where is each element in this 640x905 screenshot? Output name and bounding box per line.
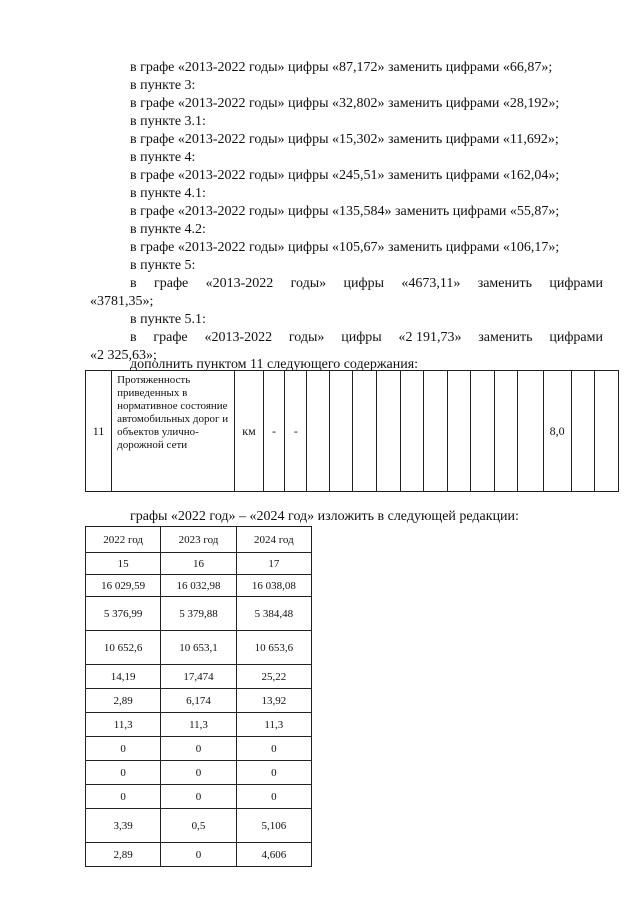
table-cell: 16 038,08 bbox=[236, 575, 311, 597]
word: годы» bbox=[290, 276, 327, 291]
word: цифры bbox=[341, 330, 382, 345]
word: графе bbox=[153, 276, 189, 291]
table-header-row bbox=[86, 527, 312, 553]
empty-cell bbox=[518, 371, 543, 492]
continuation-line: «2 325,63»; bbox=[90, 348, 157, 363]
amend-line: в пункте 5.1: bbox=[130, 312, 206, 327]
word: цифры bbox=[343, 276, 384, 291]
row-dash: - bbox=[285, 371, 307, 492]
table-cell: 5,106 bbox=[236, 809, 311, 843]
table-cell: 16 029,59 bbox=[86, 575, 161, 597]
amend-line: в графе «2013-2022 годы» цифры «135,584» заменить цифрами «55,87»; bbox=[130, 204, 560, 219]
table-cell: 2,89 bbox=[86, 843, 161, 867]
table-cell: 17,474 bbox=[161, 665, 236, 689]
table-cell: 0 bbox=[161, 737, 236, 761]
amend-line: в пункте 3.1: bbox=[130, 114, 206, 129]
empty-cell bbox=[376, 371, 400, 492]
table-cell: 0 bbox=[236, 737, 311, 761]
table-cell: 0 bbox=[161, 761, 236, 785]
column-header: 2022 год bbox=[86, 527, 161, 553]
amend-line: в графе «2013-2022 годы» цифры «15,302» заменить цифрами «11,692»; bbox=[130, 132, 559, 147]
years-table bbox=[85, 526, 312, 867]
table-cell: 25,22 bbox=[236, 665, 311, 689]
word: «2013-2022 bbox=[205, 276, 274, 291]
table-row bbox=[86, 553, 312, 575]
word: в bbox=[130, 276, 137, 291]
table-row bbox=[86, 761, 312, 785]
table-cell: 5 376,99 bbox=[86, 597, 161, 631]
row-dash: - bbox=[263, 371, 285, 492]
row-number: 11 bbox=[86, 371, 112, 492]
empty-cell bbox=[447, 371, 471, 492]
row-value: 8,0 bbox=[543, 371, 571, 492]
table-cell: 17 bbox=[236, 553, 311, 575]
table-cell: 15 bbox=[86, 553, 161, 575]
table-cell: 11,3 bbox=[161, 713, 236, 737]
word: цифрами bbox=[549, 276, 603, 291]
empty-cell bbox=[494, 371, 518, 492]
word: заменить bbox=[477, 276, 532, 291]
table-cell: 0 bbox=[161, 843, 236, 867]
empty-cell bbox=[471, 371, 495, 492]
amend-line: в пункте 4.1: bbox=[130, 186, 206, 201]
table-cell: 10 653,6 bbox=[236, 631, 311, 665]
table-cell: 0 bbox=[236, 785, 311, 809]
table-cell: 0 bbox=[161, 785, 236, 809]
columns-line: графы «2022 год» – «2024 год» изложить в следующей редакции: bbox=[130, 509, 519, 524]
table-row bbox=[86, 631, 312, 665]
amend-line: в графе «2013-2022 годы» цифры «105,67» заменить цифрами «106,17»; bbox=[130, 240, 560, 255]
amend-line: в графе «2013-2022 годы» цифры «32,802» заменить цифрами «28,192»; bbox=[130, 96, 560, 111]
row-description: Протяженность приведенных в нормативное состояние автомобильных дорог и объектов улично-дорожной сети bbox=[112, 371, 235, 492]
table-cell: 11,3 bbox=[236, 713, 311, 737]
table-row bbox=[86, 713, 312, 737]
table-cell: 0,5 bbox=[161, 809, 236, 843]
empty-cell bbox=[307, 371, 330, 492]
word: графе bbox=[153, 330, 188, 345]
table-row bbox=[86, 597, 312, 631]
column-header: 2024 год bbox=[236, 527, 311, 553]
table-cell: 6,174 bbox=[161, 689, 236, 713]
empty-cell bbox=[424, 371, 448, 492]
table-cell: 14,19 bbox=[86, 665, 161, 689]
table-cell: 11,3 bbox=[86, 713, 161, 737]
table-row bbox=[86, 665, 312, 689]
continuation-line: «3781,35»; bbox=[90, 294, 154, 309]
amend-line: в графе «2013-2022 годы» цифры «87,172» заменить цифрами «66,87»; bbox=[130, 60, 553, 75]
empty-cell bbox=[571, 371, 595, 492]
amend-line: в пункте 4: bbox=[130, 150, 196, 165]
table-row bbox=[86, 809, 312, 843]
table-row bbox=[86, 371, 619, 492]
amend-line: в графе «2013-2022 годы» цифры «245,51» заменить цифрами «162,04»; bbox=[130, 168, 560, 183]
add-item-line: дополнить пунктом 11 следующего содержания: bbox=[130, 357, 419, 372]
table-cell: 0 bbox=[236, 761, 311, 785]
table-cell: 10 652,6 bbox=[86, 631, 161, 665]
word: годы» bbox=[288, 330, 325, 345]
word: «4673,11» bbox=[401, 276, 461, 291]
table-cell: 0 bbox=[86, 761, 161, 785]
word: «2013-2022 bbox=[204, 330, 273, 345]
table-cell: 16 bbox=[161, 553, 236, 575]
table-cell: 0 bbox=[86, 785, 161, 809]
word: цифрами bbox=[549, 330, 603, 345]
table-row bbox=[86, 737, 312, 761]
empty-cell bbox=[329, 371, 353, 492]
justified-line-p51 bbox=[130, 329, 603, 347]
row-unit: км bbox=[235, 371, 263, 492]
amend-line: в пункте 3: bbox=[130, 78, 196, 93]
table-cell: 16 032,98 bbox=[161, 575, 236, 597]
word: в bbox=[130, 330, 137, 345]
new-row-table bbox=[85, 370, 619, 492]
word: «2 191,73» bbox=[398, 330, 462, 345]
table-cell: 10 653,1 bbox=[161, 631, 236, 665]
table-row bbox=[86, 843, 312, 867]
empty-cell bbox=[595, 371, 619, 492]
table-cell: 3,39 bbox=[86, 809, 161, 843]
table-cell: 5 379,88 bbox=[161, 597, 236, 631]
table-cell: 2,89 bbox=[86, 689, 161, 713]
table-row bbox=[86, 785, 312, 809]
table-row bbox=[86, 689, 312, 713]
table-cell: 5 384,48 bbox=[236, 597, 311, 631]
table-cell: 4,606 bbox=[236, 843, 311, 867]
table-cell: 13,92 bbox=[236, 689, 311, 713]
word: заменить bbox=[478, 330, 533, 345]
table-row bbox=[86, 575, 312, 597]
amend-line: в пункте 4.2: bbox=[130, 222, 206, 237]
justified-line-p5 bbox=[130, 275, 603, 293]
empty-cell bbox=[353, 371, 377, 492]
table-cell: 0 bbox=[86, 737, 161, 761]
amend-line: в пункте 5: bbox=[130, 258, 196, 273]
column-header: 2023 год bbox=[161, 527, 236, 553]
empty-cell bbox=[400, 371, 424, 492]
